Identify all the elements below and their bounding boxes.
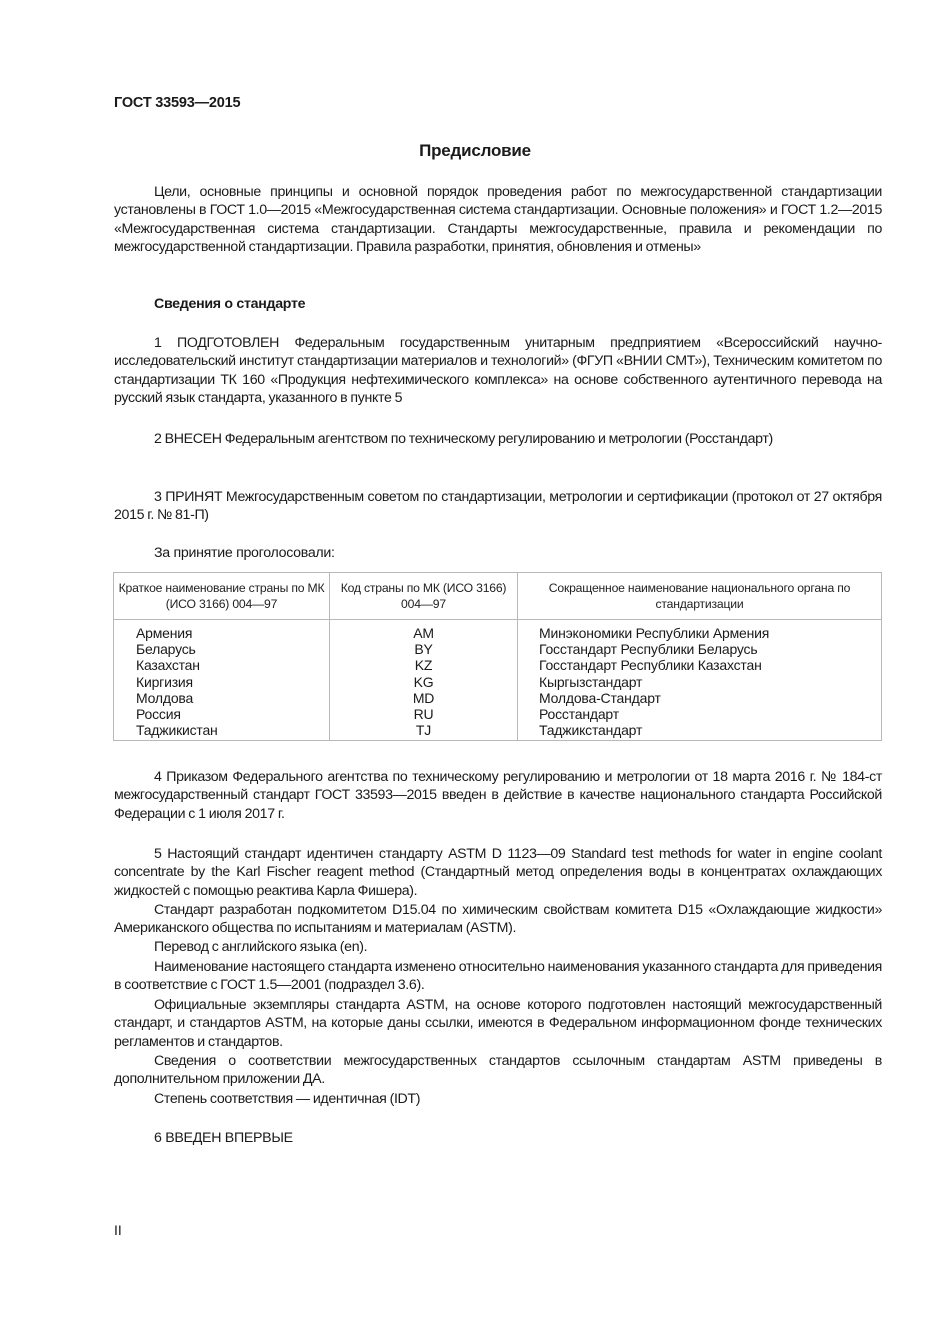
- item-5-developer: Стандарт разработан подкомитетом D15.04 по химическим свойствам комитета D15 «Охлаждающие жидкости» Американского общества по испытаниям и материалам (ASTM).: [114, 902, 882, 937]
- item-5-official-copies: Официальные экземпляры стандарта ASTM, на основе которого подготовлен настоящий межгосударственный стандарт, и стандартов ASTM, на которые даны ссылки, имеются в Федеральном информационном фонде технических регламентов и стандартов.: [114, 997, 882, 1050]
- cell-body: Росстандарт: [518, 706, 882, 722]
- item-4-order: 4 Приказом Федерального агентства по техническому регулированию и метрологии от 18 марта 2016 г. № 184-ст межгосударственный стандарт ГОСТ 33593—2015 введен в действие в качестве национального стандарта Российской Федерации с 1 июля 2017 г.: [114, 769, 882, 822]
- cell-code: AM: [330, 620, 518, 642]
- cell-country: Казахстан: [114, 657, 330, 673]
- section-heading: Сведения о стандарте: [154, 296, 306, 312]
- table-row: [114, 657, 882, 673]
- cell-body: Молдова-Стандарт: [518, 690, 882, 706]
- table-row: [114, 722, 882, 741]
- item-5-degree: Степень соответствия — идентичная (IDT): [154, 1091, 421, 1107]
- cell-country: Армения: [114, 620, 330, 642]
- item-5-translation: Перевод с английского языка (en).: [154, 939, 368, 955]
- cell-code: KG: [330, 674, 518, 690]
- cell-country: Беларусь: [114, 641, 330, 657]
- table-row: [114, 620, 882, 642]
- header-body: Сокращенное наименование национального органа по стандартизации: [518, 573, 882, 620]
- page-number: II: [114, 1222, 122, 1238]
- item-5-identical: 5 Настоящий стандарт идентичен стандарту ASTM D 1123—09 Standard test methods for water in engine coolant concentrate by the Karl Fischer reagent method (Стандартный метод определения воды в концентратах охлаждающих жидкостей с помощью реактива Карла Фишера).: [114, 846, 882, 899]
- page-title: Предисловие: [419, 141, 531, 160]
- cell-body: Кыргызстандарт: [518, 674, 882, 690]
- cell-code: TJ: [330, 722, 518, 741]
- table-row: [114, 706, 882, 722]
- cell-country: Россия: [114, 706, 330, 722]
- item-6-first-introduced: 6 ВВЕДЕН ВПЕРВЫЕ: [154, 1130, 293, 1146]
- table-row: [114, 641, 882, 657]
- cell-code: MD: [330, 690, 518, 706]
- header-code: Код страны по МК (ИСО 3166) 004—97: [330, 573, 518, 620]
- cell-body: Госстандарт Республики Казахстан: [518, 657, 882, 673]
- cell-body: Минэкономики Республики Армения: [518, 620, 882, 642]
- cell-code: BY: [330, 641, 518, 657]
- item-2-submitted: 2 ВНЕСЕН Федеральным агентством по техническому регулированию и метрологии (Росстандарт): [154, 431, 773, 447]
- cell-country: Молдова: [114, 690, 330, 706]
- item-5-correspondence: Сведения о соответствии межгосударственных стандартов ссылочным стандартам ASTM приведены в дополнительном приложении ДА.: [114, 1053, 882, 1088]
- item-5-name-change: Наименование настоящего стандарта изменено относительно наименования указанного стандарта для приведения в соответствие с ГОСТ 1.5—2001 (подраздел 3.6).: [114, 959, 882, 994]
- item-3-adopted: 3 ПРИНЯТ Межгосударственным советом по стандартизации, метрологии и сертификации (протокол от 27 октября 2015 г. № 81-П): [114, 489, 882, 524]
- cell-country: Киргизия: [114, 674, 330, 690]
- table-row: [114, 690, 882, 706]
- cell-body: Госстандарт Республики Беларусь: [518, 641, 882, 657]
- cell-code: KZ: [330, 657, 518, 673]
- cell-code: RU: [330, 706, 518, 722]
- cell-country: Таджикистан: [114, 722, 330, 741]
- intro-paragraph: Цели, основные принципы и основной порядок проведения работ по межгосударственной стандартизации установлены в ГОСТ 1.0—2015 «Межгосударственная система стандартизации. Основные положения» и ГОСТ 1.2—2015 «Межгосударственная система стандартизации. Стандарты межгосударственные, правила и рекомендации по межгосударственной стандартизации. Правила разработки, принятия, обновления и отмены»: [114, 184, 882, 256]
- table-header-row: [114, 573, 882, 620]
- item-1-prepared: 1 ПОДГОТОВЛЕН Федеральным государственным унитарным предприятием «Всероссийский научно-исследовательский институт стандартизации материалов и технологий» (ФГУП «ВНИИ СМТ»), Техническим комитетом по стандартизации ТК 160 «Продукция нефтехимического комплекса» на основе собственного аутентичного перевода на русский язык стандарта, указанного в пункте 5: [114, 335, 882, 407]
- voting-table: [113, 572, 882, 741]
- table-row: [114, 674, 882, 690]
- cell-body: Таджикстандарт: [518, 722, 882, 741]
- voted-label: За принятие проголосовали:: [154, 545, 335, 561]
- header-country: Краткое наименование страны по МК (ИСО 3166) 004—97: [114, 573, 330, 620]
- document-id: ГОСТ 33593—2015: [114, 95, 241, 111]
